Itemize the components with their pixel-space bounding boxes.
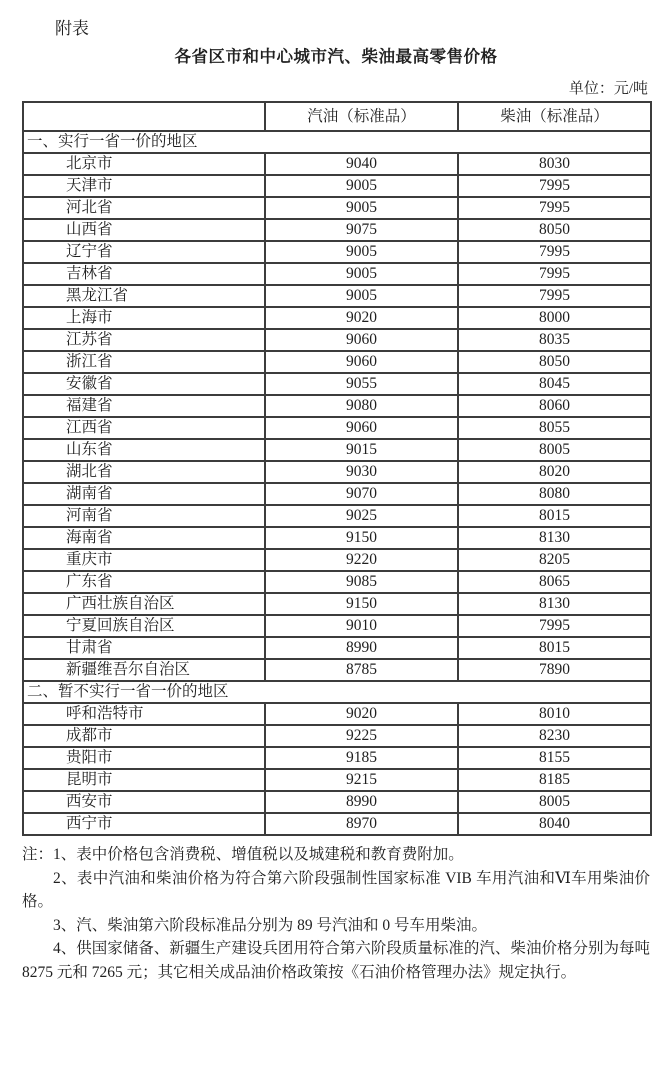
diesel-cell: 7995 xyxy=(458,175,651,197)
col-header-gasoline: 汽油（标准品） xyxy=(265,102,458,131)
section-heading-row xyxy=(23,131,651,153)
region-cell: 重庆市 xyxy=(23,549,265,571)
table-row xyxy=(23,725,651,747)
region-cell: 黑龙江省 xyxy=(23,285,265,307)
table-row xyxy=(23,483,651,505)
diesel-cell: 8005 xyxy=(458,791,651,813)
col-header-region xyxy=(23,102,265,131)
region-cell: 宁夏回族自治区 xyxy=(23,615,265,637)
gasoline-cell: 9215 xyxy=(265,769,458,791)
gasoline-cell: 9220 xyxy=(265,549,458,571)
region-cell: 江西省 xyxy=(23,417,265,439)
diesel-cell: 8055 xyxy=(458,417,651,439)
diesel-cell: 8130 xyxy=(458,593,651,615)
region-cell: 江苏省 xyxy=(23,329,265,351)
note-line: 3、汽、柴油第六阶段标准品分别为 89 号汽油和 0 号车用柴油。 xyxy=(53,916,488,934)
notes-block xyxy=(22,843,650,984)
table-row xyxy=(23,593,651,615)
table-row xyxy=(23,307,651,329)
diesel-cell: 8045 xyxy=(458,373,651,395)
diesel-cell: 8185 xyxy=(458,769,651,791)
region-cell: 湖北省 xyxy=(23,461,265,483)
gasoline-cell: 9060 xyxy=(265,417,458,439)
page-title: 各省区市和中心城市汽、柴油最高零售价格 xyxy=(174,47,498,66)
diesel-cell: 8050 xyxy=(458,351,651,373)
diesel-cell: 8015 xyxy=(458,505,651,527)
gasoline-cell: 9055 xyxy=(265,373,458,395)
region-cell: 安徽省 xyxy=(23,373,265,395)
table-row xyxy=(23,615,651,637)
table-row xyxy=(23,417,651,439)
diesel-cell: 8060 xyxy=(458,395,651,417)
region-cell: 西宁市 xyxy=(23,813,265,835)
region-cell: 吉林省 xyxy=(23,263,265,285)
region-cell: 河南省 xyxy=(23,505,265,527)
region-cell: 山西省 xyxy=(23,219,265,241)
note-line: 注：1、表中价格包含消费税、增值税以及城建税和教育费附加。 xyxy=(22,846,464,863)
section-heading: 二、暂不实行一省一价的地区 xyxy=(23,681,651,703)
table-row xyxy=(23,813,651,835)
price-table xyxy=(22,101,652,836)
diesel-cell: 8155 xyxy=(458,747,651,769)
gasoline-cell: 8970 xyxy=(265,813,458,835)
table-row xyxy=(23,329,651,351)
region-cell: 西安市 xyxy=(23,791,265,813)
region-cell: 广西壮族自治区 xyxy=(23,593,265,615)
table-row xyxy=(23,461,651,483)
table-row xyxy=(23,527,651,549)
region-cell: 辽宁省 xyxy=(23,241,265,263)
table-row xyxy=(23,659,651,681)
gasoline-cell: 9070 xyxy=(265,483,458,505)
diesel-cell: 8000 xyxy=(458,307,651,329)
note-line: 4、供国家储备、新疆生产建设兵团用符合第六阶段质量标准的汽、柴油价格分别为每吨 8275 元和 7265 元；其它相关成品油价格政策按《石油价格管理办法》规定执行。 xyxy=(22,940,650,981)
gasoline-cell: 9020 xyxy=(265,307,458,329)
gasoline-cell: 9060 xyxy=(265,351,458,373)
gasoline-cell: 9005 xyxy=(265,175,458,197)
diesel-cell: 8015 xyxy=(458,637,651,659)
section-heading: 一、实行一省一价的地区 xyxy=(23,131,651,153)
gasoline-cell: 9060 xyxy=(265,329,458,351)
region-cell: 北京市 xyxy=(23,153,265,175)
table-row xyxy=(23,263,651,285)
region-cell: 湖南省 xyxy=(23,483,265,505)
table-row xyxy=(23,549,651,571)
region-cell: 河北省 xyxy=(23,197,265,219)
gasoline-cell: 9010 xyxy=(265,615,458,637)
table-row xyxy=(23,395,651,417)
gasoline-cell: 9075 xyxy=(265,219,458,241)
table-row xyxy=(23,703,651,725)
table-header-row xyxy=(23,102,651,131)
table-row xyxy=(23,571,651,593)
region-cell: 山东省 xyxy=(23,439,265,461)
gasoline-cell: 9015 xyxy=(265,439,458,461)
table-row xyxy=(23,351,651,373)
table-row xyxy=(23,637,651,659)
diesel-cell: 8035 xyxy=(458,329,651,351)
diesel-cell: 7995 xyxy=(458,241,651,263)
diesel-cell: 8040 xyxy=(458,813,651,835)
region-cell: 呼和浩特市 xyxy=(23,703,265,725)
gasoline-cell: 8785 xyxy=(265,659,458,681)
diesel-cell: 8050 xyxy=(458,219,651,241)
table-row xyxy=(23,439,651,461)
table-row xyxy=(23,791,651,813)
gasoline-cell: 9025 xyxy=(265,505,458,527)
diesel-cell: 8065 xyxy=(458,571,651,593)
gasoline-cell: 9005 xyxy=(265,197,458,219)
region-cell: 上海市 xyxy=(23,307,265,329)
region-cell: 新疆维吾尔自治区 xyxy=(23,659,265,681)
region-cell: 海南省 xyxy=(23,527,265,549)
gasoline-cell: 9040 xyxy=(265,153,458,175)
gasoline-cell: 9005 xyxy=(265,285,458,307)
table-row xyxy=(23,769,651,791)
gasoline-cell: 9005 xyxy=(265,263,458,285)
diesel-cell: 8080 xyxy=(458,483,651,505)
table-row xyxy=(23,241,651,263)
diesel-cell: 8130 xyxy=(458,527,651,549)
diesel-cell: 7995 xyxy=(458,197,651,219)
diesel-cell: 7890 xyxy=(458,659,651,681)
table-row xyxy=(23,747,651,769)
table-row xyxy=(23,285,651,307)
table-row xyxy=(23,373,651,395)
region-cell: 贵阳市 xyxy=(23,747,265,769)
region-cell: 昆明市 xyxy=(23,769,265,791)
gasoline-cell: 9185 xyxy=(265,747,458,769)
table-row xyxy=(23,153,651,175)
region-cell: 甘肃省 xyxy=(23,637,265,659)
gasoline-cell: 9150 xyxy=(265,593,458,615)
diesel-cell: 8020 xyxy=(458,461,651,483)
region-cell: 福建省 xyxy=(23,395,265,417)
gasoline-cell: 9150 xyxy=(265,527,458,549)
gasoline-cell: 9030 xyxy=(265,461,458,483)
diesel-cell: 7995 xyxy=(458,615,651,637)
table-row xyxy=(23,175,651,197)
table-body xyxy=(23,131,651,835)
gasoline-cell: 9020 xyxy=(265,703,458,725)
diesel-cell: 8005 xyxy=(458,439,651,461)
diesel-cell: 7995 xyxy=(458,285,651,307)
diesel-cell: 8205 xyxy=(458,549,651,571)
col-header-diesel: 柴油（标准品） xyxy=(458,102,651,131)
diesel-cell: 8030 xyxy=(458,153,651,175)
region-cell: 广东省 xyxy=(23,571,265,593)
diesel-cell: 7995 xyxy=(458,263,651,285)
gasoline-cell: 9085 xyxy=(265,571,458,593)
table-row xyxy=(23,505,651,527)
gasoline-cell: 9080 xyxy=(265,395,458,417)
note-line: 2、表中汽油和柴油价格为符合第六阶段强制性国家标准 VIB 车用汽油和Ⅵ车用柴油价格。 xyxy=(22,869,650,911)
gasoline-cell: 8990 xyxy=(265,637,458,659)
table-row xyxy=(23,197,651,219)
gasoline-cell: 9005 xyxy=(265,241,458,263)
gasoline-cell: 8990 xyxy=(265,791,458,813)
section-heading-row xyxy=(23,681,651,703)
appendix-label: 附表 xyxy=(55,19,89,38)
region-cell: 天津市 xyxy=(23,175,265,197)
gasoline-cell: 9225 xyxy=(265,725,458,747)
diesel-cell: 8230 xyxy=(458,725,651,747)
region-cell: 浙江省 xyxy=(23,351,265,373)
region-cell: 成都市 xyxy=(23,725,265,747)
diesel-cell: 8010 xyxy=(458,703,651,725)
unit-label: 单位：元/吨 xyxy=(568,81,648,97)
table-row xyxy=(23,219,651,241)
